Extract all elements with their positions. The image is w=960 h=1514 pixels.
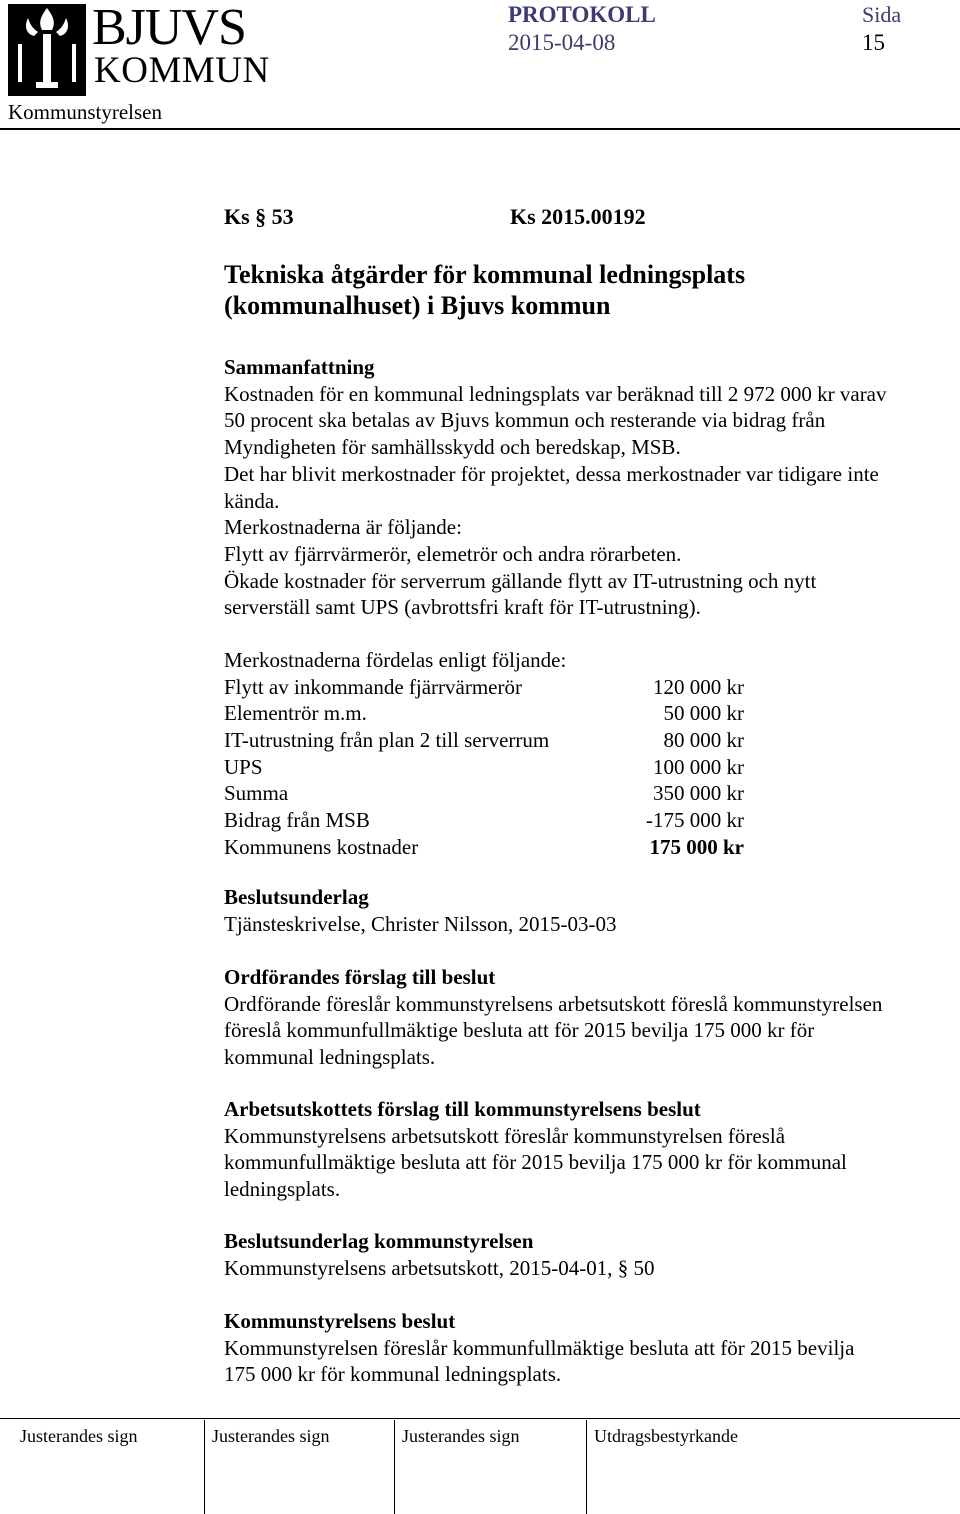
- section-heading: Kommunstyrelsens beslut: [224, 1309, 456, 1333]
- paragraph-number: Ks § 53: [224, 204, 294, 229]
- footer-column-divider: [394, 1420, 395, 1514]
- text-line: kommunfullmäktige besluta att för 2015 bevilja 175 000 kr för kommunal: [224, 1150, 847, 1175]
- distribution-intro: Merkostnaderna fördelas enligt följande:: [224, 648, 567, 672]
- text-line: Det har blivit merkostnader för projektet, dessa merkostnader var tidigare inte: [224, 461, 879, 486]
- summary-section: [224, 354, 954, 621]
- cost-amount: 80 000 kr: [663, 728, 744, 753]
- text-line: Tjänsteskrivelse, Christer Nilsson, 2015-03-03: [224, 911, 617, 936]
- document-date: 2015-04-08: [508, 30, 616, 55]
- basis-section: [224, 884, 954, 937]
- board-decision-section: [224, 1308, 954, 1388]
- cost-amount: -175 000 kr: [646, 808, 744, 833]
- chair-proposal-section: [224, 964, 954, 1071]
- municipality-logo: [8, 0, 270, 96]
- text-line: Merkostnaderna är följande:: [224, 515, 462, 540]
- signature-field-1: Justerandes sign: [20, 1426, 138, 1446]
- section-heading: Arbetsutskottets förslag till kommunstyrelsens beslut: [224, 1097, 701, 1121]
- text-line: 50 procent ska betalas av Bjuvs kommun och resterande via bidrag från: [224, 408, 826, 433]
- text-line: Ökade kostnader för serverrum gällande flytt av IT-utrustning och nytt: [224, 568, 817, 593]
- cost-label: IT-utrustning från plan 2 till serverrum: [224, 728, 550, 753]
- text-line: serverställ samt UPS (avbrottsfri kraft för IT-utrustning).: [224, 595, 701, 620]
- cost-amount: 175 000 kr: [649, 834, 744, 859]
- text-line: Flytt av fjärrvärmerör, elemetrör och andra rörarbeten.: [224, 541, 682, 566]
- cost-amount: 100 000 kr: [653, 754, 744, 779]
- page-title: [224, 259, 944, 321]
- cost-label: Summa: [224, 781, 289, 806]
- text-line: 175 000 kr för kommunal ledningsplats.: [224, 1362, 562, 1387]
- page-label: Sida: [862, 2, 902, 27]
- cost-row-total: [224, 834, 744, 861]
- text-line: Myndigheten för samhällsskydd och beredskap, MSB.: [224, 435, 681, 460]
- signature-field-2: Justerandes sign: [212, 1426, 330, 1446]
- cost-row: [224, 780, 744, 807]
- section-heading: Beslutsunderlag: [224, 885, 369, 909]
- header-divider: [0, 128, 960, 130]
- section-heading: Ordförandes förslag till beslut: [224, 965, 496, 989]
- certification-field: Utdragsbestyrkande: [594, 1426, 738, 1446]
- text-line: Kostnaden för en kommunal ledningsplats var beräknad till 2 972 000 kr varav: [224, 381, 887, 406]
- footer-column-divider: [204, 1420, 205, 1514]
- cost-label: Elementrör m.m.: [224, 701, 367, 726]
- text-line: Kommunstyrelsens arbetsutskott, 2015-04-01, § 50: [224, 1255, 655, 1280]
- cost-amount: 50 000 kr: [663, 701, 744, 726]
- cost-row: [224, 700, 744, 727]
- cost-amount: 120 000 kr: [653, 674, 744, 699]
- cost-row: [224, 727, 744, 754]
- logo-wordmark-top: BJUVS: [92, 0, 246, 56]
- board-basis-section: [224, 1228, 954, 1281]
- text-line: ledningsplats.: [224, 1177, 341, 1202]
- cost-label: Kommunens kostnader: [224, 834, 419, 859]
- text-line: Kommunstyrelsens arbetsutskott föreslår kommunstyrelsen föreslå: [224, 1123, 786, 1148]
- text-line: kommunal ledningsplats.: [224, 1045, 436, 1070]
- page-number: 15: [862, 30, 885, 55]
- section-heading: Beslutsunderlag kommunstyrelsen: [224, 1229, 534, 1253]
- section-heading: Sammanfattning: [224, 355, 375, 379]
- organization-name: Kommunstyrelsen: [8, 100, 162, 124]
- cost-row: [224, 754, 744, 781]
- cost-distribution: [224, 647, 744, 861]
- text-line: kända.: [224, 488, 280, 513]
- torch-emblem-icon: [8, 4, 86, 96]
- text-line: Kommunstyrelsen föreslår kommunfullmäktige besluta att för 2015 bevilja: [224, 1335, 855, 1360]
- footer-column-divider: [586, 1420, 587, 1514]
- diary-number: Ks 2015.00192: [510, 204, 646, 229]
- signature-field-3: Justerandes sign: [402, 1426, 520, 1446]
- cost-label: Bidrag från MSB: [224, 808, 370, 833]
- title-line: Tekniska åtgärder för kommunal ledningsplats: [224, 260, 746, 289]
- cost-row: [224, 807, 744, 834]
- document-type: PROTOKOLL: [508, 2, 656, 27]
- cost-label: Flytt av inkommande fjärrvärmerör: [224, 674, 522, 699]
- logo-wordmark-bottom: KOMMUN: [94, 50, 270, 91]
- cost-label: UPS: [224, 754, 263, 779]
- cost-amount: 350 000 kr: [653, 781, 744, 806]
- text-line: Ordförande föreslår kommunstyrelsens arbetsutskott föreslå kommunstyrelsen: [224, 991, 883, 1016]
- text-line: föreslå kommunfullmäktige besluta att för 2015 bevilja 175 000 kr för: [224, 1018, 815, 1043]
- title-line: (kommunalhuset) i Bjuvs kommun: [224, 291, 611, 320]
- committee-proposal-section: [224, 1096, 954, 1203]
- footer-divider: [0, 1418, 960, 1419]
- cost-row: [224, 674, 744, 701]
